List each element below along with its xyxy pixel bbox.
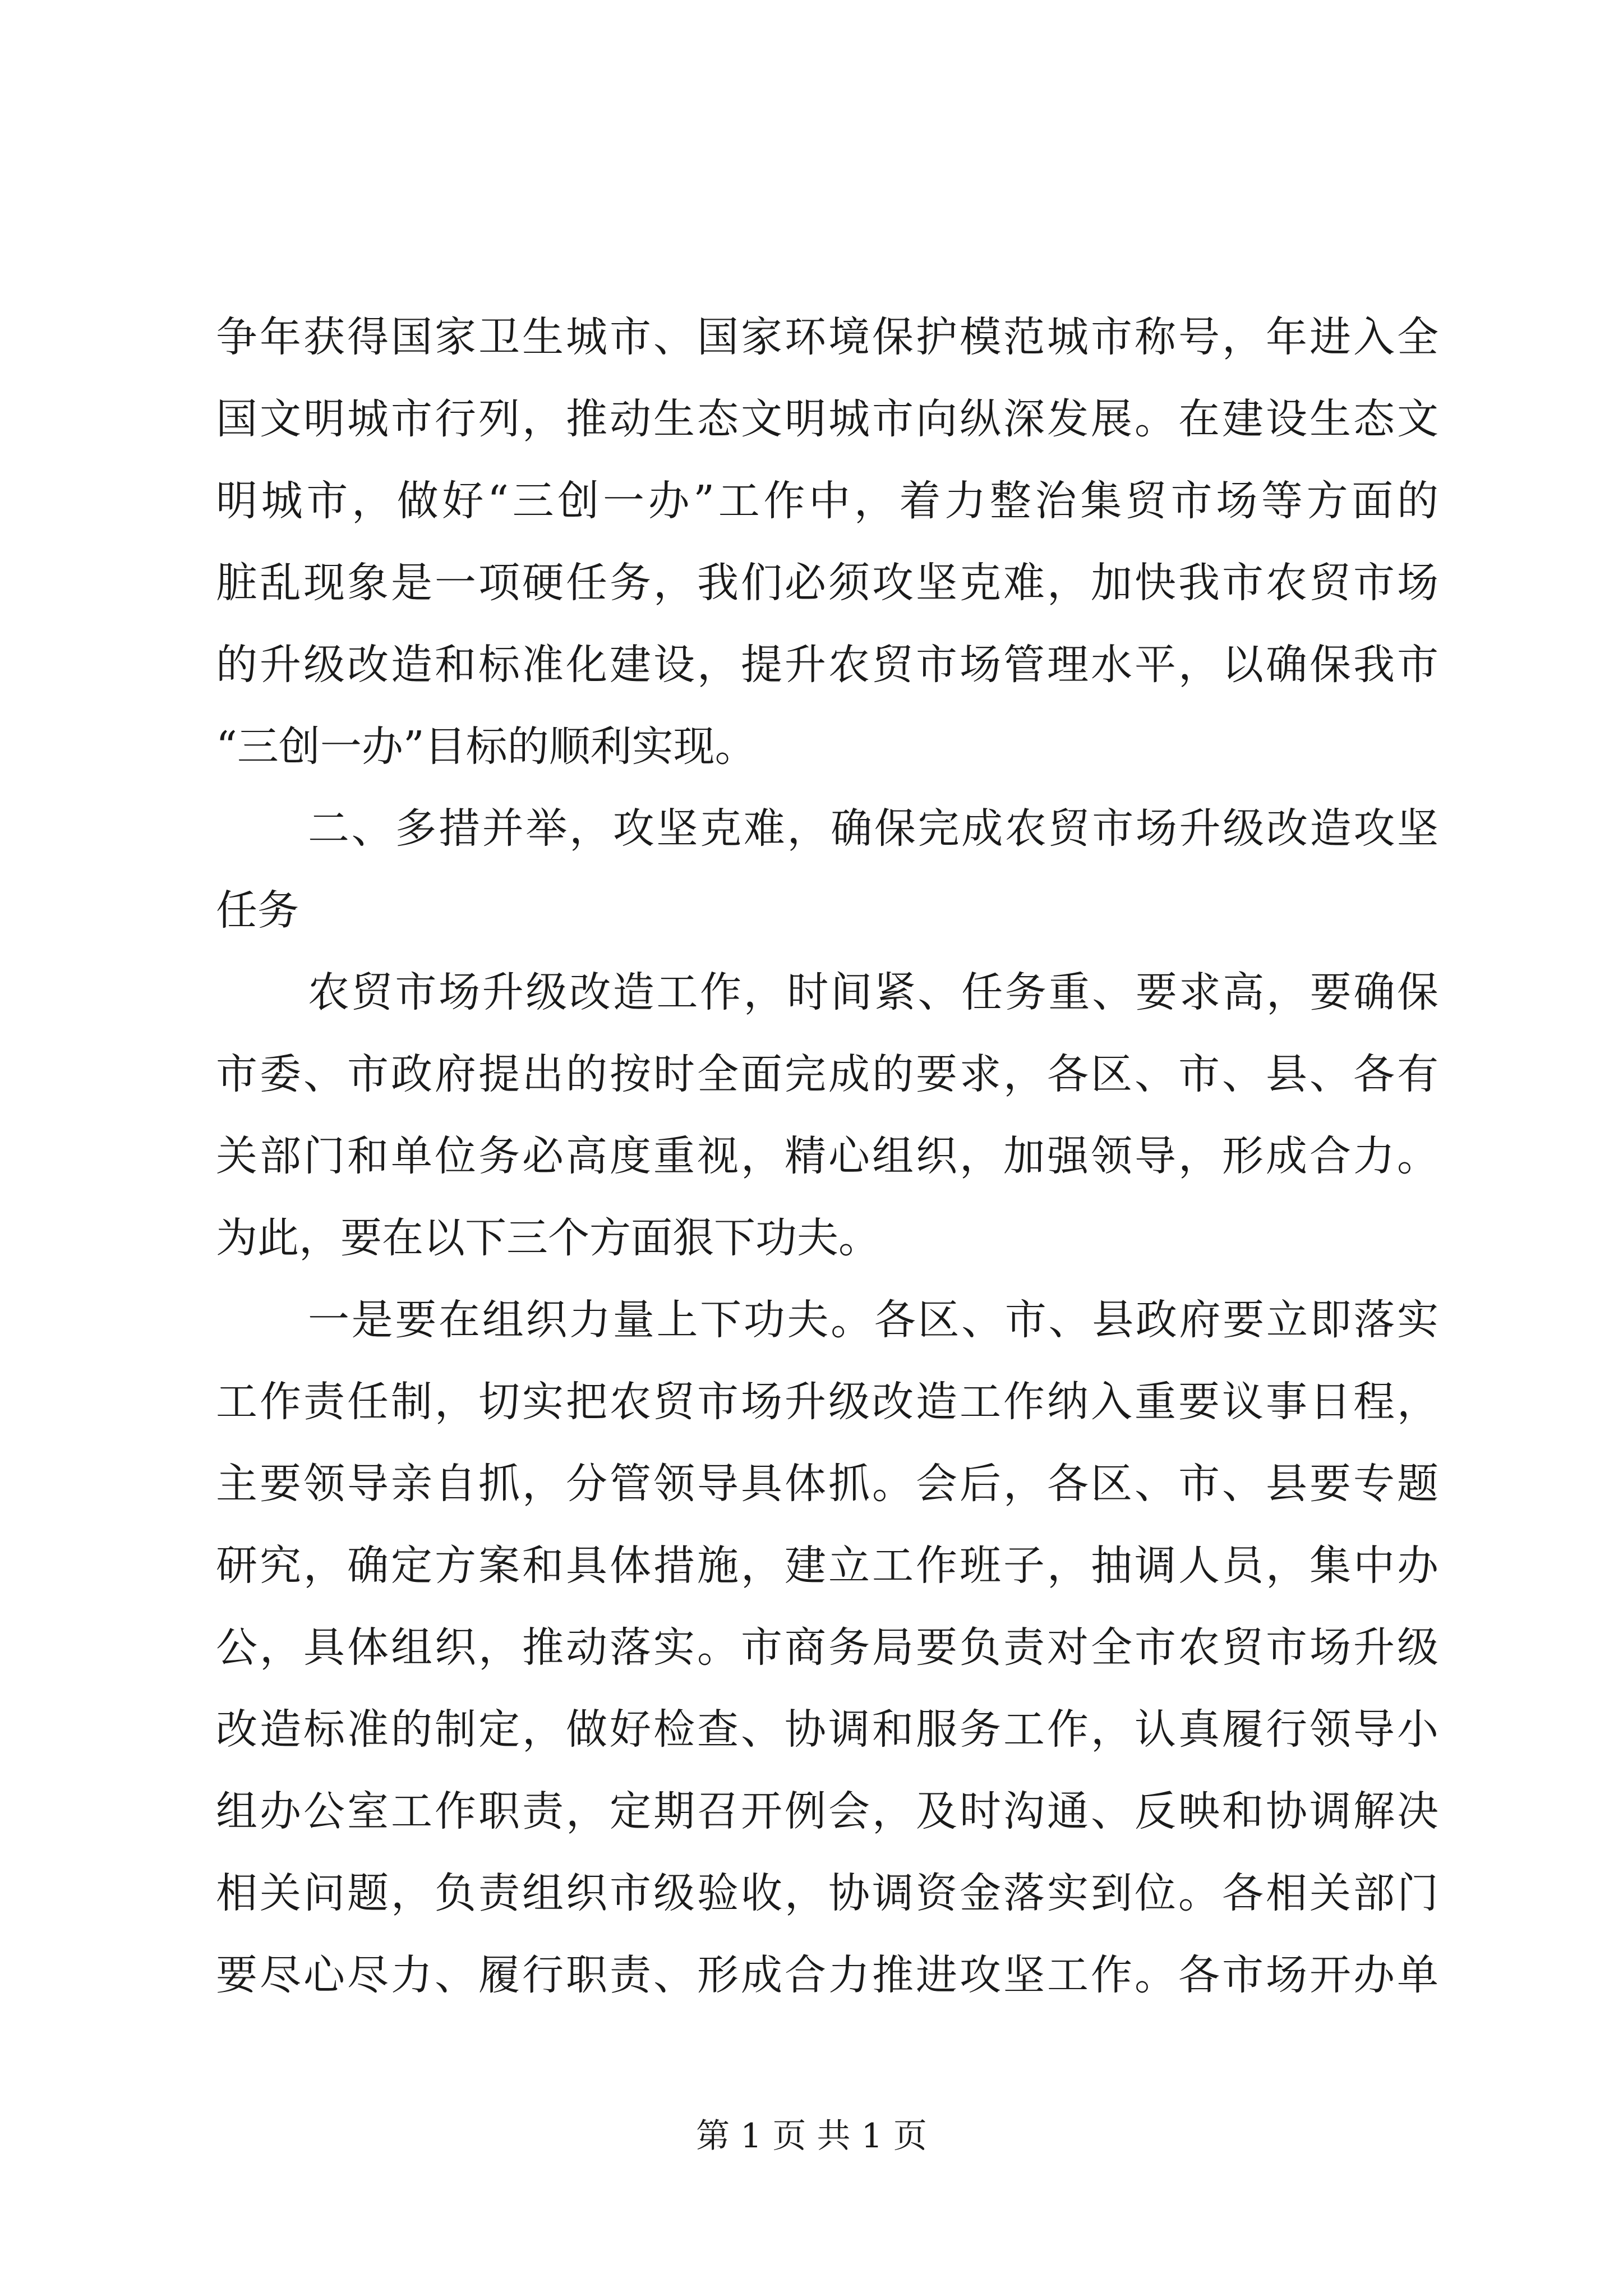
- text-line: 关部门和单位务必高度重视，精心组织，加强领导，形成合力。: [216, 1132, 1438, 1180]
- document-body: [216, 296, 1438, 2016]
- text-line: 明城市，做好“三创一办”工作中，着力整治集贸市场等方面的: [216, 477, 1438, 525]
- text-line: 一是要在组织力量上下功夫。各区、市、县政府要立即落实: [308, 1296, 1438, 1344]
- text-line: 市委、市政府提出的按时全面完成的要求，各区、市、县、各有: [216, 1050, 1438, 1098]
- text-line: 脏乱现象是一项硬任务，我们必须攻坚克难，加快我市农贸市场: [216, 559, 1438, 607]
- text-line: 公，具体组织，推动落实。市商务局要负责对全市农贸市场升级: [216, 1623, 1438, 1672]
- text-line: 为此，要在以下三个方面狠下功夫。: [216, 1214, 880, 1262]
- text-line: 任务: [216, 886, 299, 935]
- text-line: 主要领导亲自抓，分管领导具体抓。会后，各区、市、县要专题: [216, 1460, 1438, 1508]
- text-line: 国文明城市行列，推动生态文明城市向纵深发展。在建设生态文: [216, 395, 1438, 443]
- text-line: 二、多措并举，攻坚克难，确保完成农贸市场升级改造攻坚: [308, 804, 1438, 853]
- text-line: 农贸市场升级改造工作，时间紧、任务重、要求高，要确保: [308, 968, 1438, 1016]
- text-line: 要尽心尽力、履行职责、形成合力推进攻坚工作。各市场开办单: [216, 1951, 1438, 1999]
- text-line: 研究，确定方案和具体措施，建立工作班子，抽调人员，集中办: [216, 1542, 1438, 1590]
- text-line: 的升级改造和标准化建设，提升农贸市场管理水平，以确保我市: [216, 641, 1438, 689]
- text-line: 改造标准的制定，做好检查、协调和服务工作，认真履行领导小: [216, 1705, 1438, 1754]
- page-footer: 第 1 页 共 1 页: [696, 2116, 927, 2156]
- text-line: 组办公室工作职责，定期召开例会，及时沟通、反映和协调解决: [216, 1787, 1438, 1835]
- text-line: “三创一办”目标的顺利实现。: [216, 723, 757, 771]
- text-line: 工作责任制，切实把农贸市场升级改造工作纳入重要议事日程，: [216, 1378, 1438, 1426]
- text-line: 相关问题，负责组织市级验收，协调资金落实到位。各相关部门: [216, 1869, 1438, 1917]
- text-line: 争年获得国家卫生城市、国家环境保护模范城市称号，年进入全: [216, 313, 1438, 361]
